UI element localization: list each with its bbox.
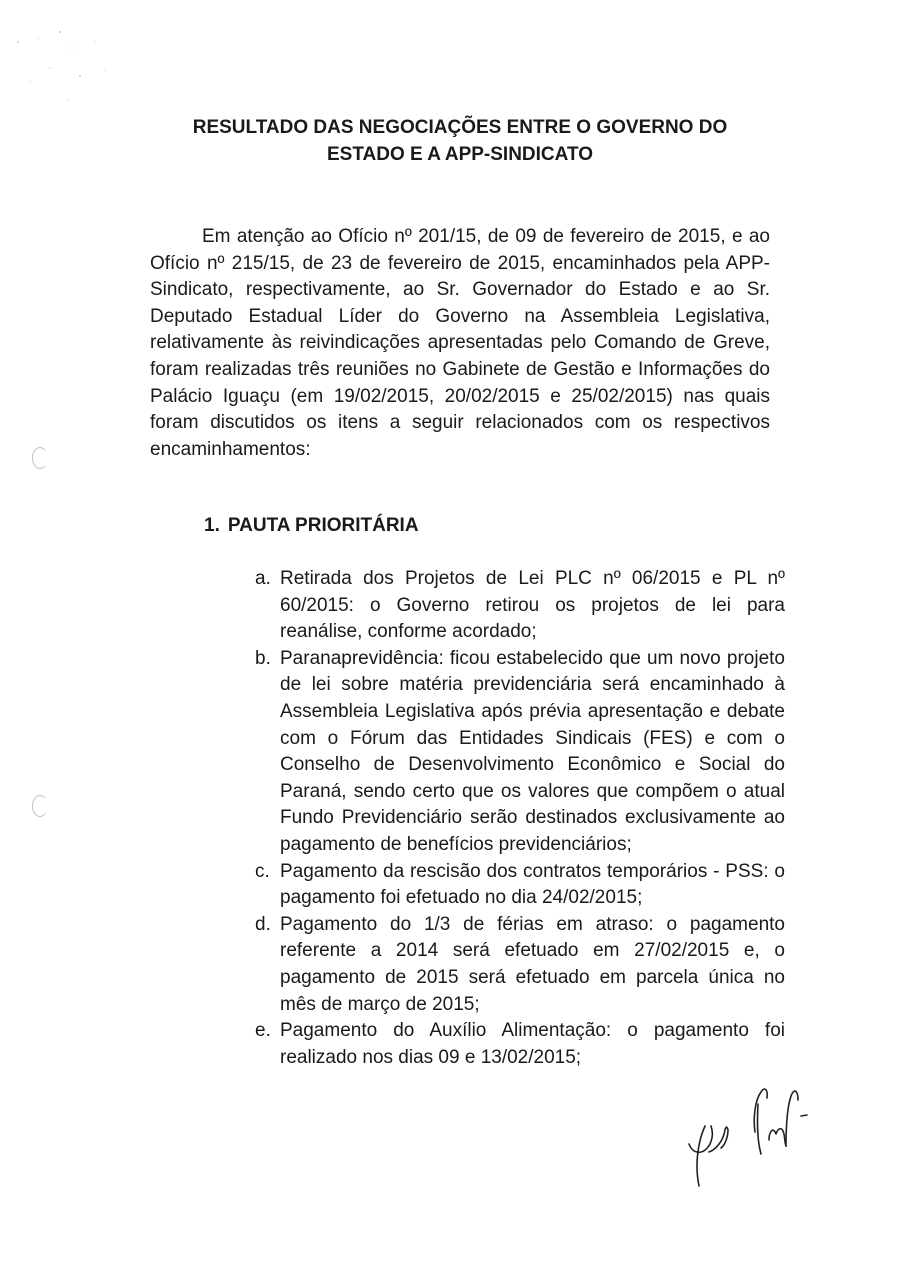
section-heading <box>204 513 419 539</box>
item-text: Paranaprevidência: ficou estabelecido que um novo projeto de lei sobre matéria previdenciária será encaminhado à Assembleia Legislativa após prévia apresentação e debate com o Fórum das Entidades Sindicais (FES) e com o Conselho de Desenvolvimento Econômico e Social do Paraná, sendo certo que os valores que compõem o atual Fundo Previdenciário serão destinados exclusivamente ao pagamento de benefícios previdenciários; <box>280 647 785 855</box>
punch-hole-lower <box>32 795 48 817</box>
list-item <box>255 1018 785 1071</box>
scan-specks <box>10 20 130 110</box>
item-letter: c. <box>255 860 270 882</box>
item-letter: d. <box>255 913 271 935</box>
punch-hole-upper <box>32 447 48 469</box>
list-item <box>255 859 785 912</box>
intro-paragraph: Em atenção ao Ofício nº 201/15, de 09 de fevereiro de 2015, e ao Ofício nº 215/15, de 23 de fevereiro de 2015, encaminhados pela APP-Sindicato, respectivamente, ao Sr. Governador do Estado e ao Sr. Deputado Estadual Líder do Governo na Assembleia Legislativa, relativamente às reivindicações apresentadas pelo Comando de Greve, foram realizadas três reuniões no Gabinete de Gestão e Informações do Palácio Iguaçu (em 19/02/2015, 20/02/2015 e 25/02/2015) nas quais foram discutidos os itens a seguir relacionados com os respectivos encaminhamentos: <box>150 226 770 460</box>
priority-list <box>255 566 785 1071</box>
item-text: Pagamento do 1/3 de férias em atraso: o pagamento referente a 2014 será efetuado em 27/02/2015 e, o pagamento de 2015 será efetuado em parcela única no mês de março de 2015; <box>280 913 785 1015</box>
title-line-2: ESTADO E A APP-SINDICATO <box>326 144 594 165</box>
section-title: PAUTA PRIORITÁRIA <box>227 515 419 536</box>
list-item <box>255 566 785 646</box>
item-text: Pagamento do Auxílio Alimentação: o pagamento foi realizado nos dias 09 e 13/02/2015; <box>280 1020 785 1068</box>
list-item <box>255 912 785 1018</box>
item-letter: b. <box>255 647 271 669</box>
item-letter: a. <box>255 568 271 589</box>
item-text: Pagamento da rescisão dos contratos temporários - PSS: o pagamento foi efetuado no dia 24/02/2015; <box>280 860 785 909</box>
item-text: Retirada dos Projetos de Lei PLC nº 06/2015 e PL nº 60/2015: o Governo retirou os projetos de lei para reanálise, conforme acordado; <box>280 568 785 643</box>
item-letter: e. <box>255 1020 271 1042</box>
document-title <box>150 114 770 168</box>
handwritten-initials <box>655 1082 825 1192</box>
title-line-1: RESULTADO DAS NEGOCIAÇÕES ENTRE O GOVERNO DO <box>192 117 728 138</box>
section-number: 1. <box>204 515 220 536</box>
list-item <box>255 646 785 859</box>
